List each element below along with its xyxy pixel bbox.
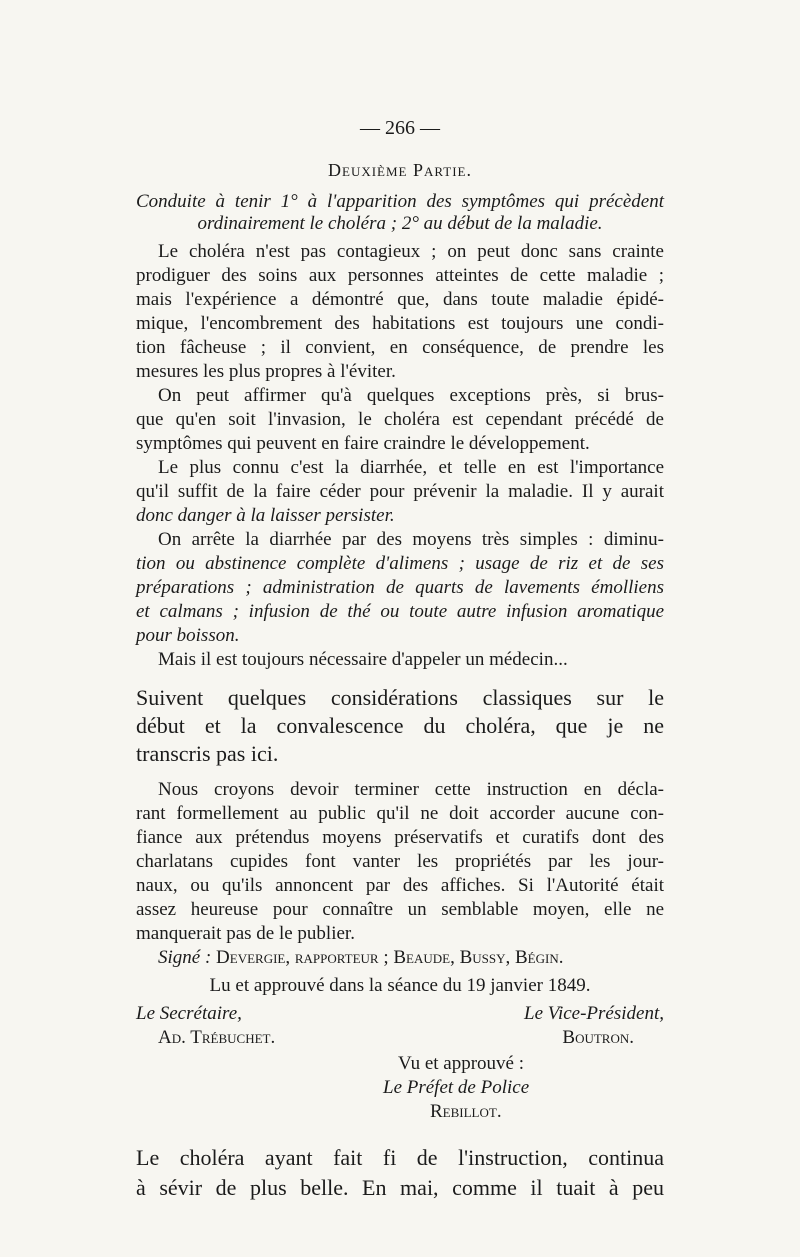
paragraph-1-line-2: prodiguer des soins aux personnes atteintes de cette maladie ; [136, 265, 664, 286]
vice-president-name: Boutron. [562, 1027, 634, 1048]
paragraph-1-line-6: mesures les plus propres à l'éviter. [136, 361, 396, 382]
signed-names: Devergie, rapporteur ; Beaude, Bussy, Bégin. [216, 947, 564, 968]
paragraph-2-line-1: On peut affirmer qu'à quelques exceptions près, si brus- [158, 385, 664, 406]
approved-line: Lu et approuvé dans la séance du 19 janvier 1849. [209, 975, 591, 996]
paragraph-6-line-4: charlatans cupides font vanter les propriétés par les jour- [136, 851, 664, 872]
paragraph-6-line-1: Nous croyons devoir terminer cette instruction en décla- [158, 779, 664, 800]
paragraph-6-line-2: rant formellement au public qu'il ne doit accorder aucune con- [136, 803, 664, 824]
paragraph-4-line-2: tion ou abstinence complète d'alimens ; usage de riz et de ses [136, 553, 664, 574]
paragraph-1-line-5: tion fâcheuse ; il convient, en conséquence, de prendre les [136, 337, 664, 358]
paragraph-2-line-3: symptômes qui peuvent en faire craindre le développement. [136, 433, 590, 454]
paragraph-3-line-3: donc danger à la laisser persister. [136, 505, 395, 526]
paragraph-1-line-1: Le choléra n'est pas contagieux ; on peut donc sans crainte [158, 241, 664, 262]
signed-label: Signé : [158, 947, 212, 968]
prefect-line-2: Le Préfet de Police [383, 1077, 530, 1098]
closing-line-2: à sévir de plus belle. En mai, comme il tuait à peu [136, 1175, 664, 1200]
subtitle-line-2: ordinairement le choléra ; 2° au début de la maladie. [197, 213, 603, 234]
signed-line [158, 946, 664, 970]
secretary-name: Ad. Trébuchet. [158, 1027, 276, 1048]
paragraph-1-line-3: mais l'expérience a démontré que, dans toute maladie épidé- [136, 289, 664, 310]
subtitle-line-1: Conduite à tenir 1° à l'apparition des symptômes qui précèdent [136, 191, 664, 212]
secretary-title: Le Secrétaire, [136, 1003, 242, 1024]
vice-president-title: Le Vice-Président, [524, 1003, 664, 1024]
paragraph-3-line-2: qu'il suffit de la faire céder pour prévenir la maladie. Il y aurait [136, 481, 664, 502]
prefect-line-1: Vu et approuvé : [398, 1053, 525, 1074]
closing-line-1: Le choléra ayant fait fi de l'instruction, continua [136, 1145, 664, 1170]
note-line-2: début et la convalescence du choléra, que je ne [136, 713, 664, 738]
paragraph-6-line-3: fiance aux prétendus moyens préservatifs et curatifs dont des [136, 827, 664, 848]
part-heading: Deuxième Partie. [328, 160, 472, 180]
paragraph-2-line-2: que qu'en soit l'invasion, le choléra est cependant précédé de [136, 409, 664, 430]
prefect-line-3: Rebillot. [430, 1101, 502, 1122]
note-line-1: Suivent quelques considérations classiques sur le [136, 685, 664, 710]
paragraph-5: Mais il est toujours nécessaire d'appeler un médecin... [158, 649, 568, 670]
note-line-3: transcris pas ici. [136, 741, 279, 766]
paragraph-1-line-4: mique, l'encombrement des habitations est toujours une condi- [136, 313, 664, 334]
paragraph-6-line-5: naux, ou qu'ils annoncent par des affiches. Si l'Autorité était [136, 875, 664, 896]
paragraph-4-line-5: pour boisson. [136, 625, 240, 646]
paragraph-6-line-7: manquerait pas de le publier. [136, 923, 355, 944]
paragraph-6-line-6: assez heureuse pour connaître un semblable moyen, elle ne [136, 899, 664, 920]
paragraph-4-line-1: On arrête la diarrhée par des moyens très simples : diminu- [158, 529, 664, 550]
paragraph-4-line-4: et calmans ; infusion de thé ou toute autre infusion aromatique [136, 601, 664, 622]
paragraph-3-line-1: Le plus connu c'est la diarrhée, et telle en est l'importance [158, 457, 664, 478]
paragraph-4-line-3: préparations ; administration de quarts de lavements émolliens [136, 577, 664, 598]
page-number: — 266 — [360, 117, 440, 139]
